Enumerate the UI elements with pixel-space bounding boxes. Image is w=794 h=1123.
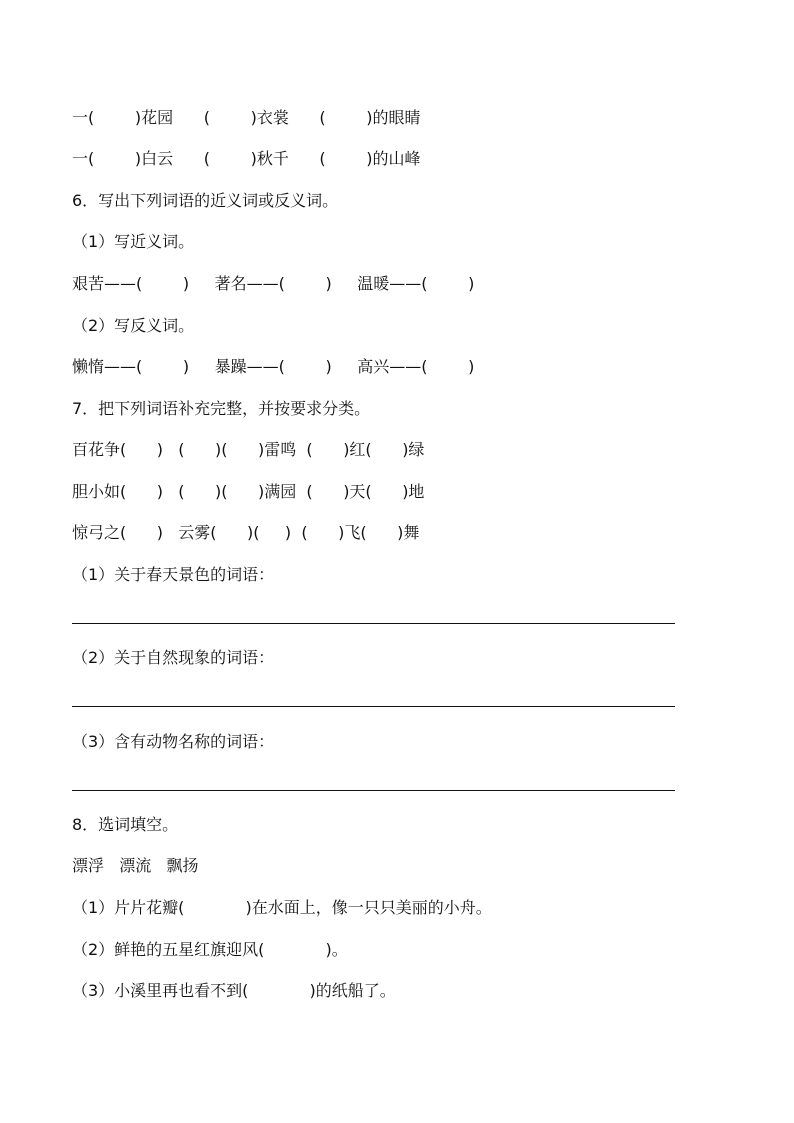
answer-line-animal — [72, 790, 675, 791]
q6-part-2-label: （2）写反义词。 — [72, 316, 195, 335]
q6-part-1-label: （1）写近义词。 — [72, 232, 195, 251]
fill-in-row-1: 一( )花园 ( )衣裳 ( )的眼睛 — [72, 108, 421, 127]
question-6-title: 6．写出下列词语的近义词或反义词。 — [72, 191, 339, 210]
fill-in-row-2: 一( )白云 ( )秋千 ( )的山峰 — [72, 149, 421, 168]
q8-sentence-2: （2）鲜艳的五星红旗迎风( )。 — [72, 940, 348, 959]
q8-sentence-3: （3）小溪里再也看不到( )的纸船了。 — [72, 981, 396, 1000]
antonym-row: 懒惰——( ) 暴躁——( ) 高兴——( ) — [72, 357, 475, 376]
q8-sentence-1: （1）片片花瓣( )在水面上，像一只只美丽的小舟。 — [72, 898, 492, 917]
category-animal-label: （3）含有动物名称的词语： — [72, 732, 275, 751]
question-8-title: 8．选词填空。 — [72, 815, 179, 834]
question-7-title: 7．把下列词语补充完整，并按要求分类。 — [72, 399, 371, 418]
idiom-row-3: 惊弓之( ) 云雾( )( ) ( )飞( )舞 — [72, 523, 420, 542]
synonym-row: 艰苦——( ) 著名——( ) 温暖——( ) — [72, 274, 475, 293]
answer-line-nature — [72, 706, 675, 707]
answer-line-spring — [72, 623, 675, 624]
category-nature-label: （2）关于自然现象的词语： — [72, 648, 275, 667]
idiom-row-1: 百花争( ) ( )( )雷鸣 ( )红( )绿 — [72, 440, 425, 459]
idiom-row-2: 胆小如( ) ( )( )满园 ( )天( )地 — [72, 482, 425, 501]
category-spring-label: （1）关于春天景色的词语： — [72, 565, 275, 584]
word-choices: 漂浮 漂流 飘扬 — [72, 856, 199, 875]
